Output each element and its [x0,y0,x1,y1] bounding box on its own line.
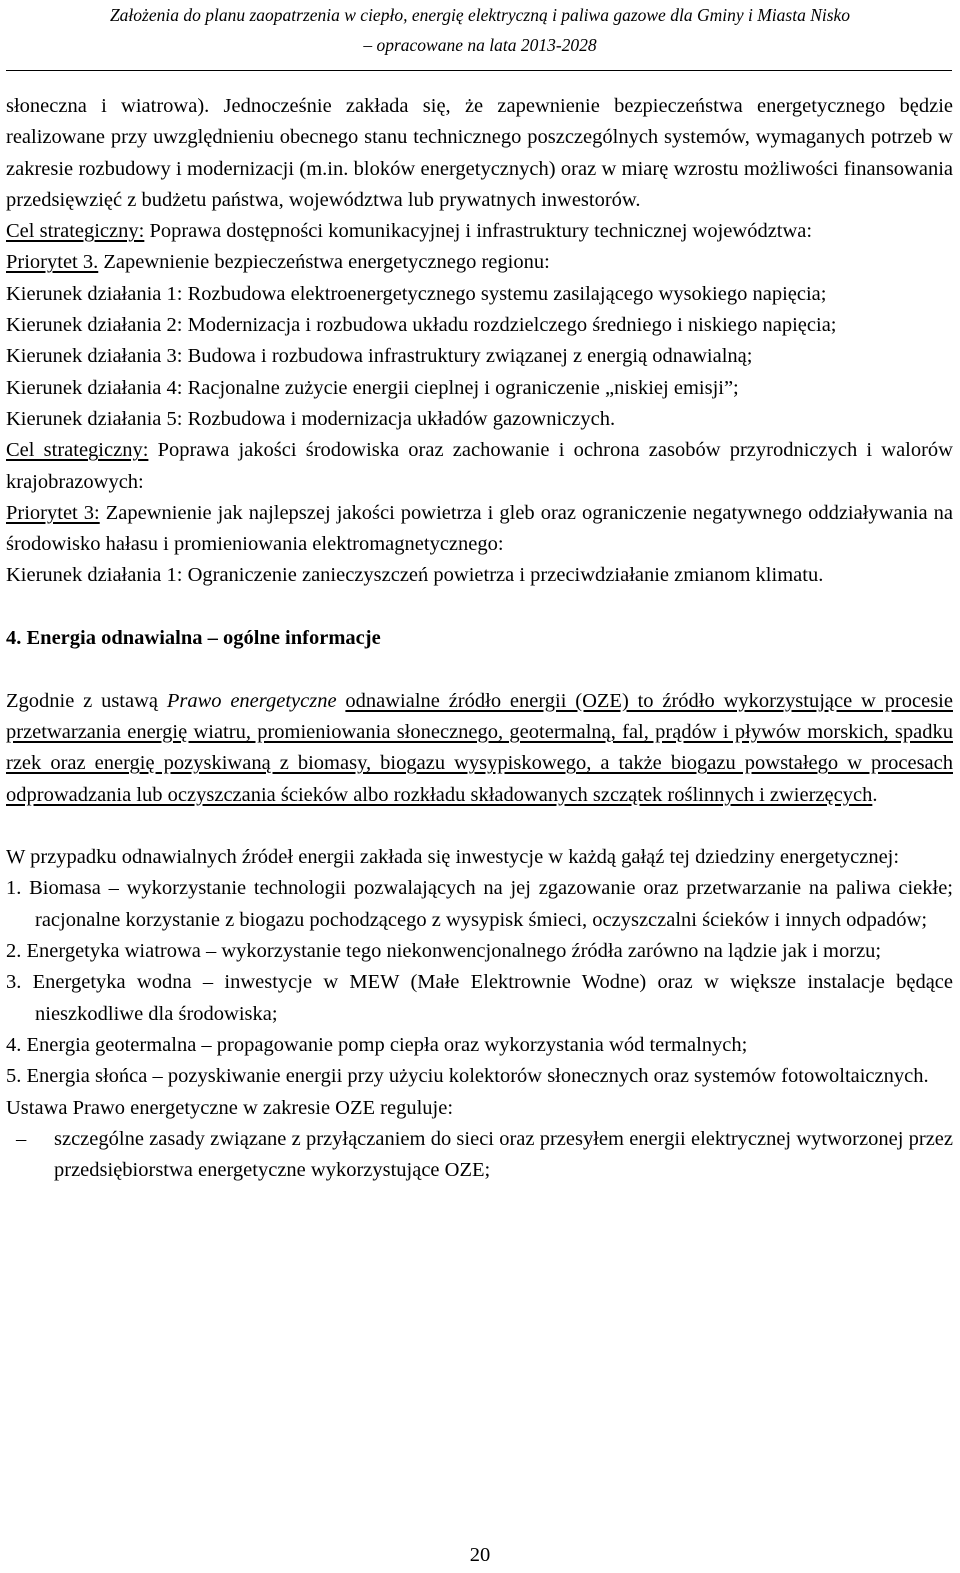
list-item: 1. Biomasa – wykorzystanie technologii pozwalających na jej zgazowanie oraz przetwarzanie na paliwa ciekłe; racjonalne korzystanie z biogazu pochodzącego z wysypisk śmieci, oczyszczalni ścieków i innych odpadów; [6,877,953,931]
priority-1-text: Zapewnienie bezpieczeństwa energetycznego regionu: [98,251,550,274]
section-heading: 4. Energia odnawialna – ogólne informacje [6,627,381,650]
oze-definition-underlined: odnawialne źródło energii (OZE) to źródło wykorzystujące w procesie przetwarzania energię wiatru, promieniowania słonecznego, geotermalną, fal, prądów i pływów morskich, spadku rzek oraz energię pozyskiwaną z biomasy, biogazu wysypiskowego, a także biogazu powstałego w procesach odprowadzania lub oczyszczania ścieków albo rozkładu składowanych szczątek roślinnych i zwierzęcych [6,689,953,806]
oze-definition-end: . [872,783,878,806]
header-subtitle: – opracowane na lata 2013-2028 [363,35,597,55]
action-direction-5: Kierunek działania 5: Rozbudowa i modernizacja układów gazowniczych. [6,407,616,430]
header-divider [6,70,952,71]
page-number: 20 [469,1544,491,1566]
dash-bullet: – [16,1127,27,1150]
paragraph-energy-security: słoneczna i wiatrowa). Jednocześnie zakłada się, że zapewnienie bezpieczeństwa energetycznego będzie realizowane przy uwzględnieniu obecnego stanu technicznego poszczególnych systemów, wymaganych potrzeb w zakresie rozbudowy i modernizacji (m.in. bloków energetycznych) oraz w miarę wzrostu możliwości finansowania przedsięwzięć z budżetu państwa, województwa lub prywatnych inwestorów. [6,95,953,211]
list-item: 2. Energetyka wiatrowa – wykorzystanie tego niekonwencjonalnego źródła zarówno na lądzie jak i morzu; [6,940,882,963]
action-direction-6: Kierunek działania 1: Ograniczenie zanieczyszczeń powietrza i przeciwdziałanie zmianom klimatu. [6,564,824,587]
strategic-goal-2 [6,435,953,498]
spacer [6,654,953,685]
strategic-goal-1 [6,216,953,247]
oze-definition-lead: Zgodnie z ustawą [6,689,167,712]
spacer [6,592,953,623]
investment-intro: W przypadku odnawialnych źródeł energii zakłada się inwestycje w każdą gałąź tej dziedziny energetycznej: [6,846,900,869]
oze-definition-law: Prawo energetyczne [166,689,337,712]
priority-1 [6,247,953,278]
spacer [6,811,953,842]
oze-definition [6,686,953,811]
priority-2 [6,498,953,561]
dash-list-item-text: szczególne zasady związane z przyłączaniem do sieci oraz przesyłem energii elektrycznej wytworzonej przez przedsiębiorstwa energetyczne wykorzystujące OZE; [54,1127,953,1182]
strategic-goal-2-text: Poprawa jakości środowiska oraz zachowanie i ochrona zasobów przyrodniczych i walorów krajobrazowych: [6,439,953,493]
action-direction-2: Kierunek działania 2: Modernizacja i rozbudowa układu rozdzielczego średniego i niskiego napięcia; [6,314,837,337]
priority-1-label: Priorytet 3. [6,251,99,274]
dash-list-item [6,1124,953,1187]
list-item: 4. Energia geotermalna – propagowanie pomp ciepła oraz wykorzystania wód termalnych; [6,1033,748,1056]
strategic-goal-2-label: Cel strategiczny: [6,439,149,462]
priority-2-label: Priorytet 3: [6,501,100,524]
priority-2-text: Zapewnienie jak najlepszej jakości powietrza i gleb oraz ograniczenie negatywnego oddziaływania na środowisko hałasu i promieniowania elektromagnetycznego: [6,501,953,556]
oze-regulation-intro: Ustawa Prawo energetyczne w zakresie OZE reguluje: [6,1096,454,1119]
list-item: 5. Energia słońca – pozyskiwanie energii przy użyciu kolektorów słonecznych oraz systemów fotowoltaicznych. [6,1065,929,1088]
document-body [6,91,953,1186]
action-direction-3: Kierunek działania 3: Budowa i rozbudowa infrastruktury związanej z energią odnawialną; [6,345,753,368]
action-direction-1: Kierunek działania 1: Rozbudowa elektroenergetycznego systemu zasilającego wysokiego napięcia; [6,282,827,305]
strategic-goal-1-text: Poprawa dostępności komunikacyjnej i infrastruktury technicznej województwa: [144,220,813,243]
strategic-goal-1-label: Cel strategiczny: [6,220,145,243]
action-direction-4: Kierunek działania 4: Racjonalne zużycie energii cieplnej i ograniczenie „niskiej emisji”; [6,376,739,399]
header-title: Założenia do planu zaopatrzenia w ciepło, energię elektryczną i paliwa gazowe dla Gminy i Miasta Nisko [109,5,851,25]
list-item: 3. Energetyka wodna – inwestycje w MEW (Małe Elektrownie Wodne) oraz w większe instalacje będące nieszkodliwe dla środowiska; [6,971,953,1025]
